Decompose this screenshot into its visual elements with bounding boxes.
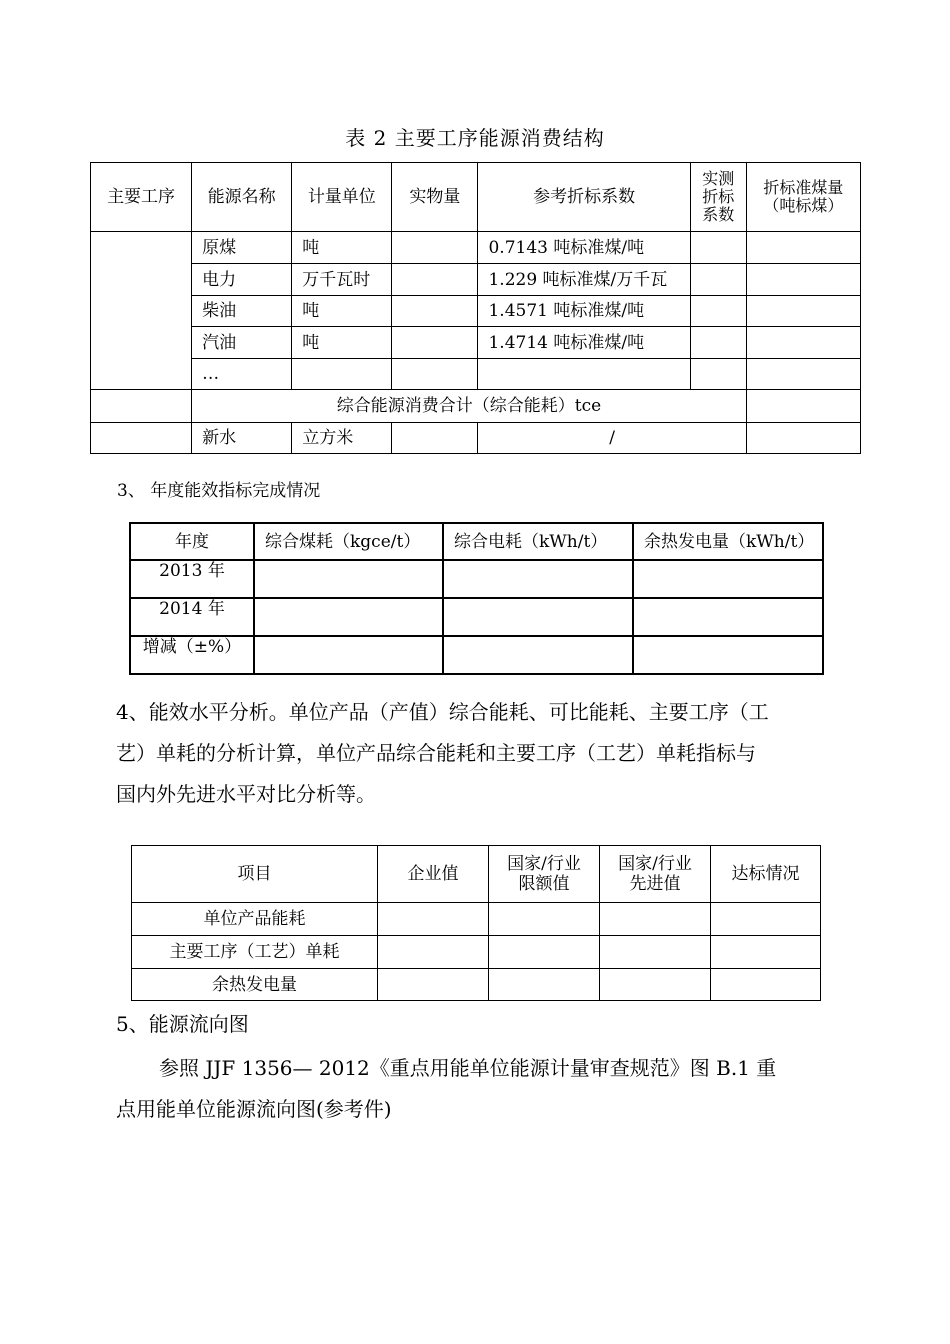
unit-cell: 吨: [292, 296, 392, 327]
quantity-cell: [392, 232, 478, 264]
col-header-quantity: 实物量: [392, 163, 478, 232]
col-header-year: 年度: [130, 523, 254, 560]
measured-coef-cell: [690, 232, 746, 264]
table-header-row: [130, 523, 823, 560]
energy-name-cell: 柴油: [192, 296, 292, 327]
tce-cell: [746, 296, 860, 327]
quantity-cell: [392, 359, 478, 390]
value-cell: [378, 969, 489, 1001]
value-cell: [711, 969, 821, 1001]
value-cell: [378, 903, 489, 936]
col-header-measured-coef: 实测 折标 系数: [690, 163, 746, 232]
value-cell: [443, 636, 633, 674]
value-cell: [600, 903, 711, 936]
table-row: [130, 560, 823, 598]
col-header-enterprise: 企业值: [378, 846, 489, 903]
quantity-cell: [392, 327, 478, 359]
value-cell: [443, 598, 633, 636]
table-row: [130, 598, 823, 636]
ref-coef-cell: 1.4571 吨标准煤/吨: [478, 296, 690, 327]
value-cell: [711, 936, 821, 969]
value-cell: [254, 560, 443, 598]
unit-cell: 立方米: [292, 423, 392, 454]
year-cell: 2013 年: [130, 560, 254, 598]
value-cell: [254, 598, 443, 636]
ref-coef-cell: /: [478, 423, 746, 454]
col-header-item: 项目: [132, 846, 378, 903]
col-header-process: 主要工序: [91, 163, 192, 232]
table-header-row: [91, 163, 861, 232]
item-cell: 单位产品能耗: [132, 903, 378, 936]
item-cell: 主要工序（工艺）单耗: [132, 936, 378, 969]
table-row: [132, 903, 821, 936]
col-header-ref-coef: 参考折标系数: [478, 163, 690, 232]
section3-heading: 3、 年度能效指标完成情况: [117, 481, 321, 501]
measured-coef-cell: [690, 359, 746, 390]
energy-name-cell: 汽油: [192, 327, 292, 359]
table2-caption: 表 2 主要工序能源消费结构: [345, 126, 605, 150]
table-row: [91, 264, 861, 296]
unit-cell: [292, 359, 392, 390]
efficiency-indicator-table: [129, 522, 824, 675]
table-row: [132, 936, 821, 969]
value-cell: [600, 936, 711, 969]
efficiency-level-table: [131, 845, 821, 1001]
paragraph-line: 国内外先进水平对比分析等。: [116, 782, 376, 806]
col-header-tce-amount: 折标准煤量 （吨标煤）: [746, 163, 860, 232]
unit-cell: 吨: [292, 232, 392, 264]
col-header-energy-name: 能源名称: [192, 163, 292, 232]
quantity-cell: [392, 423, 478, 454]
energy-structure-table: [90, 162, 861, 454]
measured-coef-cell: [690, 327, 746, 359]
table-row: [132, 969, 821, 1001]
tce-cell: [746, 327, 860, 359]
col-header-compliance: 达标情况: [711, 846, 821, 903]
table-row: [91, 359, 861, 390]
quantity-cell: [392, 264, 478, 296]
tce-cell: [746, 359, 860, 390]
item-cell: 余热发电量: [132, 969, 378, 1001]
year-cell: 增减（±%）: [130, 636, 254, 674]
value-cell: [633, 598, 823, 636]
measured-coef-cell: [690, 264, 746, 296]
table-row: [91, 232, 861, 264]
col-header-unit: 计量单位: [292, 163, 392, 232]
process-cell: [91, 423, 192, 454]
value-cell: [489, 936, 600, 969]
value-cell: [443, 560, 633, 598]
total-label: 综合能源消费合计（综合能耗）tce: [192, 390, 747, 423]
value-cell: [711, 903, 821, 936]
table-row: [130, 636, 823, 674]
value-cell: [633, 560, 823, 598]
col-header-coal: 综合煤耗（kgce/t）: [254, 523, 443, 560]
unit-cell: 吨: [292, 327, 392, 359]
tce-cell: [746, 390, 860, 423]
value-cell: [600, 969, 711, 1001]
tce-cell: [746, 264, 860, 296]
paragraph-line: 点用能单位能源流向图(参考件): [116, 1097, 392, 1121]
energy-name-cell: 新水: [192, 423, 292, 454]
section4-paragraph: [116, 692, 846, 815]
year-cell: 2014 年: [130, 598, 254, 636]
col-header-waste-heat: 余热发电量（kWh/t）: [633, 523, 823, 560]
measured-coef-cell: [690, 296, 746, 327]
table-row: [91, 296, 861, 327]
total-row: [91, 390, 861, 423]
tce-cell: [746, 232, 860, 264]
paragraph-line: 4、能效水平分析。单位产品（产值）综合能耗、可比能耗、主要工序（工: [116, 700, 769, 724]
unit-cell: 万千瓦时: [292, 264, 392, 296]
table-row: [91, 327, 861, 359]
col-header-advanced: 国家/行业 先进值: [600, 846, 711, 903]
ref-coef-cell: 1.4714 吨标准煤/吨: [478, 327, 690, 359]
paragraph-line: 艺）单耗的分析计算，单位产品综合能耗和主要工序（工艺）单耗指标与: [116, 741, 756, 765]
col-header-power: 综合电耗（kWh/t）: [443, 523, 633, 560]
ref-coef-cell: 1.229 吨标准煤/万千瓦: [478, 264, 690, 296]
tce-cell: [746, 423, 860, 454]
ref-coef-cell: 0.7143 吨标准煤/吨: [478, 232, 690, 264]
value-cell: [254, 636, 443, 674]
process-cell: [91, 390, 192, 423]
energy-name-cell: 原煤: [192, 232, 292, 264]
paragraph-line: 参照 JJF 1356— 2012《重点用能单位能源计量审查规范》图 B.1 重: [159, 1056, 777, 1080]
quantity-cell: [392, 296, 478, 327]
ref-coef-cell: [478, 359, 690, 390]
col-header-limit: 国家/行业 限额值: [489, 846, 600, 903]
section5-paragraph: [116, 1048, 846, 1130]
value-cell: [378, 936, 489, 969]
value-cell: [489, 969, 600, 1001]
table-header-row: [132, 846, 821, 903]
energy-name-cell: 电力: [192, 264, 292, 296]
process-cell: [91, 232, 192, 390]
section5-heading: 5、能源流向图: [116, 1012, 249, 1036]
energy-name-cell: …: [192, 359, 292, 390]
water-row: [91, 423, 861, 454]
value-cell: [633, 636, 823, 674]
value-cell: [489, 903, 600, 936]
